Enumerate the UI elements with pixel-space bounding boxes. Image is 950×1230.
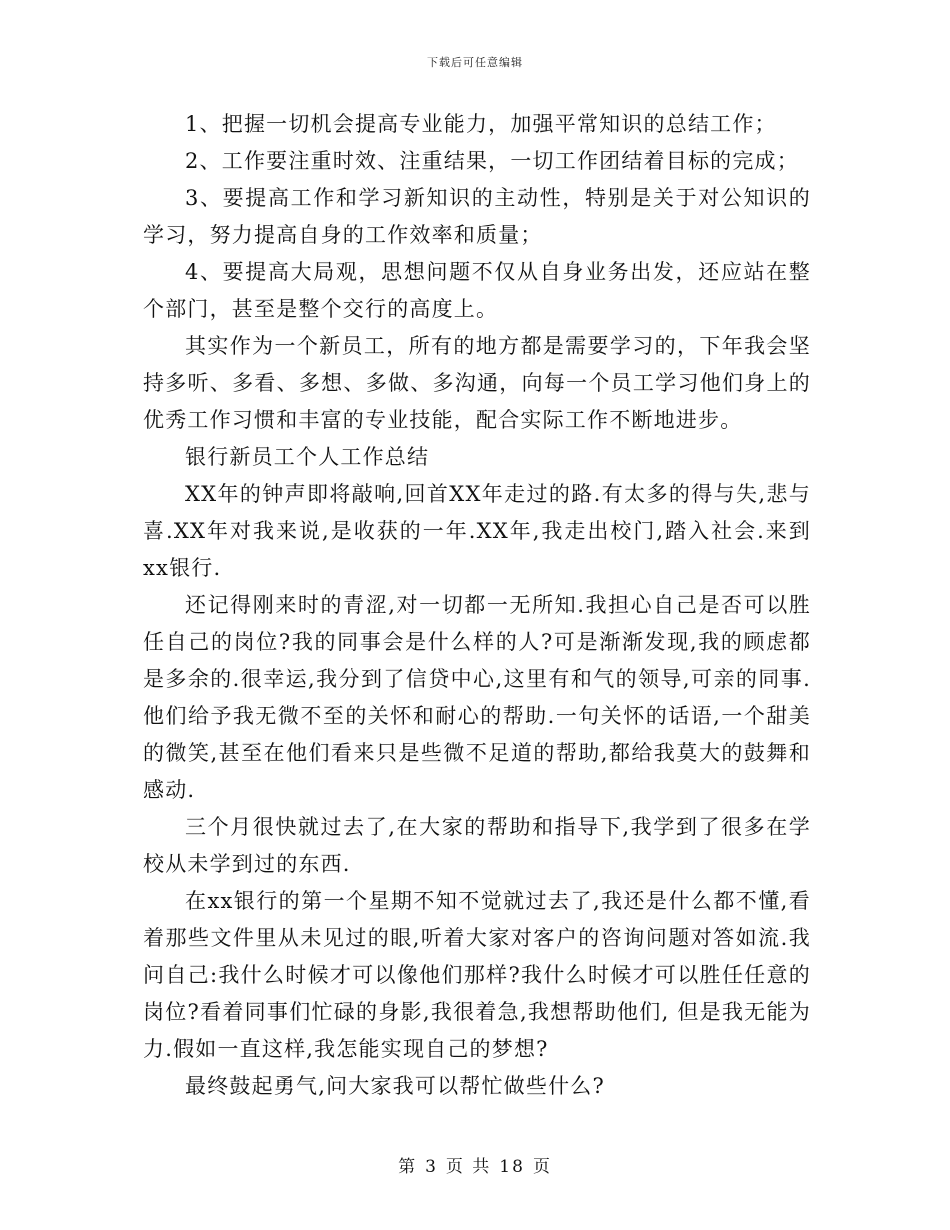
paragraph-7: 还记得刚来时的青涩,对一切都一无所知.我担心自己是否可以胜任自己的岗位?我的同事会是什么样的人?可是渐渐发现,我的顾虑都是多余的.很幸运,我分到了信贷中心,这里有和气的领导,可亲的同事.他们给予我无微不至的关怀和耐心的帮助.一句关怀的话语,一个甜美的微笑,甚至在他们看来只是些微不足道的帮助,都给我莫大的鼓舞和感动. bbox=[143, 593, 811, 802]
footer-current-page: 3 bbox=[425, 1157, 438, 1177]
section-title: 银行新员工个人工作总结 bbox=[185, 445, 430, 469]
footer-suffix: 页 bbox=[532, 1157, 552, 1177]
page-footer bbox=[0, 1152, 950, 1177]
footer-prefix: 第 bbox=[398, 1157, 418, 1177]
paragraph-8: 三个月很快就过去了,在大家的帮助和指导下,我学到了很多在学校从未学到过的东西. bbox=[143, 815, 811, 876]
footer-total-pages: 18 bbox=[499, 1157, 525, 1177]
paragraph-1: 1、把握一切机会提高专业能力，加强平常知识的总结工作； bbox=[185, 112, 777, 136]
paragraph-4: 4、要提高大局观，思想问题不仅从自身业务出发，还应站在整个部门，甚至是整个交行的高度上。 bbox=[143, 260, 811, 321]
footer-middle: 页 共 bbox=[445, 1157, 492, 1177]
paragraph-9: 在xx银行的第一个星期不知不觉就过去了,我还是什么都不懂,看着那些文件里从未见过的眼,听着大家对客户的咨询问题对答如流.我问自己:我什么时候才可以像他们那样?我什么时候才可以胜任任意的岗位?看着同事们忙碌的身影,我很着急,我想帮助他们, 但是我无能为力.假如一直这样,我怎能实现自己的梦想? bbox=[143, 889, 811, 1061]
page-header: 下载后可任意编辑 bbox=[427, 56, 523, 69]
paragraph-2: 2、工作要注重时效、注重结果，一切工作团结着目标的完成； bbox=[185, 149, 799, 173]
paragraph-6: XX年的钟声即将敲响,回首XX年走过的路.有太多的得与失,悲与喜.XX年对我来说,是收获的一年.XX年,我走出校门,踏入社会.来到xx银行. bbox=[143, 482, 811, 580]
paragraph-3: 3、要提高工作和学习新知识的主动性，特别是关于对公知识的学习，努力提高自身的工作效率和质量； bbox=[143, 186, 811, 247]
paragraph-5: 其实作为一个新员工，所有的地方都是需要学习的，下年我会坚持多听、多看、多想、多做、多沟通，向每一个员工学习他们身上的优秀工作习惯和丰富的专业技能，配合实际工作不断地进步。 bbox=[143, 334, 811, 432]
document-body bbox=[143, 106, 811, 1105]
paragraph-10: 最终鼓起勇气,问大家我可以帮忙做些什么? bbox=[185, 1074, 605, 1098]
